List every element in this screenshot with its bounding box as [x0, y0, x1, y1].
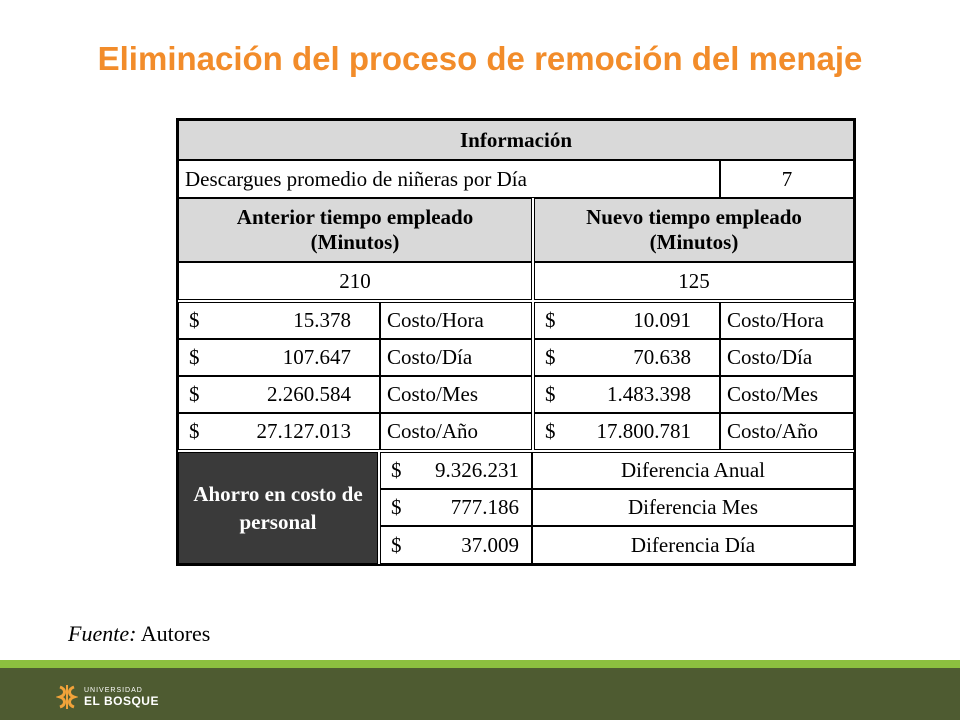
nuevo-amount: 70.638 [633, 345, 691, 369]
table-cell [380, 526, 532, 564]
ahorro-label: Ahorro en costo de personal [178, 452, 378, 564]
nuevo-header: Nuevo tiempo empleado (Minutos) [534, 198, 854, 262]
anterior-label: Costo/Mes [380, 376, 532, 413]
currency-symbol: $ [391, 532, 402, 557]
ahorro-amount: 37.009 [461, 532, 519, 557]
ahorro-amount: 777.186 [450, 495, 519, 519]
nuevo-label: Costo/Año [720, 413, 854, 450]
table-cell [178, 413, 380, 450]
currency-symbol: $ [545, 308, 556, 332]
currency-symbol: $ [391, 495, 402, 519]
footer-bar [0, 660, 960, 720]
currency-symbol: $ [189, 308, 200, 332]
currency-symbol: $ [189, 382, 200, 406]
ahorro-row-label: Diferencia Día [532, 526, 854, 564]
anterior-label: Costo/Hora [380, 302, 532, 339]
anterior-amount: 15.378 [293, 308, 351, 332]
anterior-label: Costo/Día [380, 339, 532, 376]
table-cell [534, 376, 720, 413]
table-cell [380, 489, 532, 526]
anterior-minutos: 210 [178, 262, 532, 300]
table-cell [534, 339, 720, 376]
cost-table [176, 118, 856, 566]
logo-line2: EL BOSQUE [84, 693, 159, 708]
currency-symbol: $ [391, 458, 402, 482]
anterior-label: Costo/Año [380, 413, 532, 450]
nuevo-amount: 17.800.781 [596, 419, 691, 443]
university-logo [56, 683, 159, 711]
table-cell [534, 302, 720, 339]
nuevo-label: Costo/Hora [720, 302, 854, 339]
anterior-amount: 27.127.013 [256, 419, 351, 443]
descargues-label: Descargues promedio de niñeras por Día [178, 160, 720, 198]
currency-symbol: $ [545, 419, 556, 443]
anterior-amount: 107.647 [282, 345, 351, 369]
source-text: Autores [140, 621, 211, 646]
slide-title: Eliminación del proceso de remoción del menaje [97, 40, 863, 77]
ahorro-row-label: Diferencia Anual [532, 452, 854, 489]
ahorro-amount: 9.326.231 [435, 458, 519, 482]
table-cell [534, 413, 720, 450]
anterior-amount: 2.260.584 [267, 382, 351, 406]
table-cell [178, 339, 380, 376]
table-cell [178, 376, 380, 413]
descargues-value: 7 [720, 160, 854, 198]
table-cell [380, 452, 532, 489]
university-logo-icon [56, 683, 78, 711]
table-header: Información [178, 120, 854, 160]
source-prefix: Fuente: [68, 621, 137, 646]
currency-symbol: $ [189, 419, 200, 443]
anterior-header: Anterior tiempo empleado (Minutos) [178, 198, 532, 262]
currency-symbol: $ [545, 345, 556, 369]
nuevo-amount: 1.483.398 [607, 382, 691, 406]
currency-symbol: $ [189, 345, 200, 369]
currency-symbol: $ [545, 382, 556, 406]
source-note [68, 621, 210, 647]
logo-text [84, 687, 159, 708]
nuevo-label: Costo/Mes [720, 376, 854, 413]
logo-line1: UNIVERSIDAD [84, 686, 143, 694]
ahorro-row-label: Diferencia Mes [532, 489, 854, 526]
nuevo-label: Costo/Día [720, 339, 854, 376]
table-cell [178, 302, 380, 339]
nuevo-amount: 10.091 [633, 308, 691, 332]
nuevo-minutos: 125 [534, 262, 854, 300]
